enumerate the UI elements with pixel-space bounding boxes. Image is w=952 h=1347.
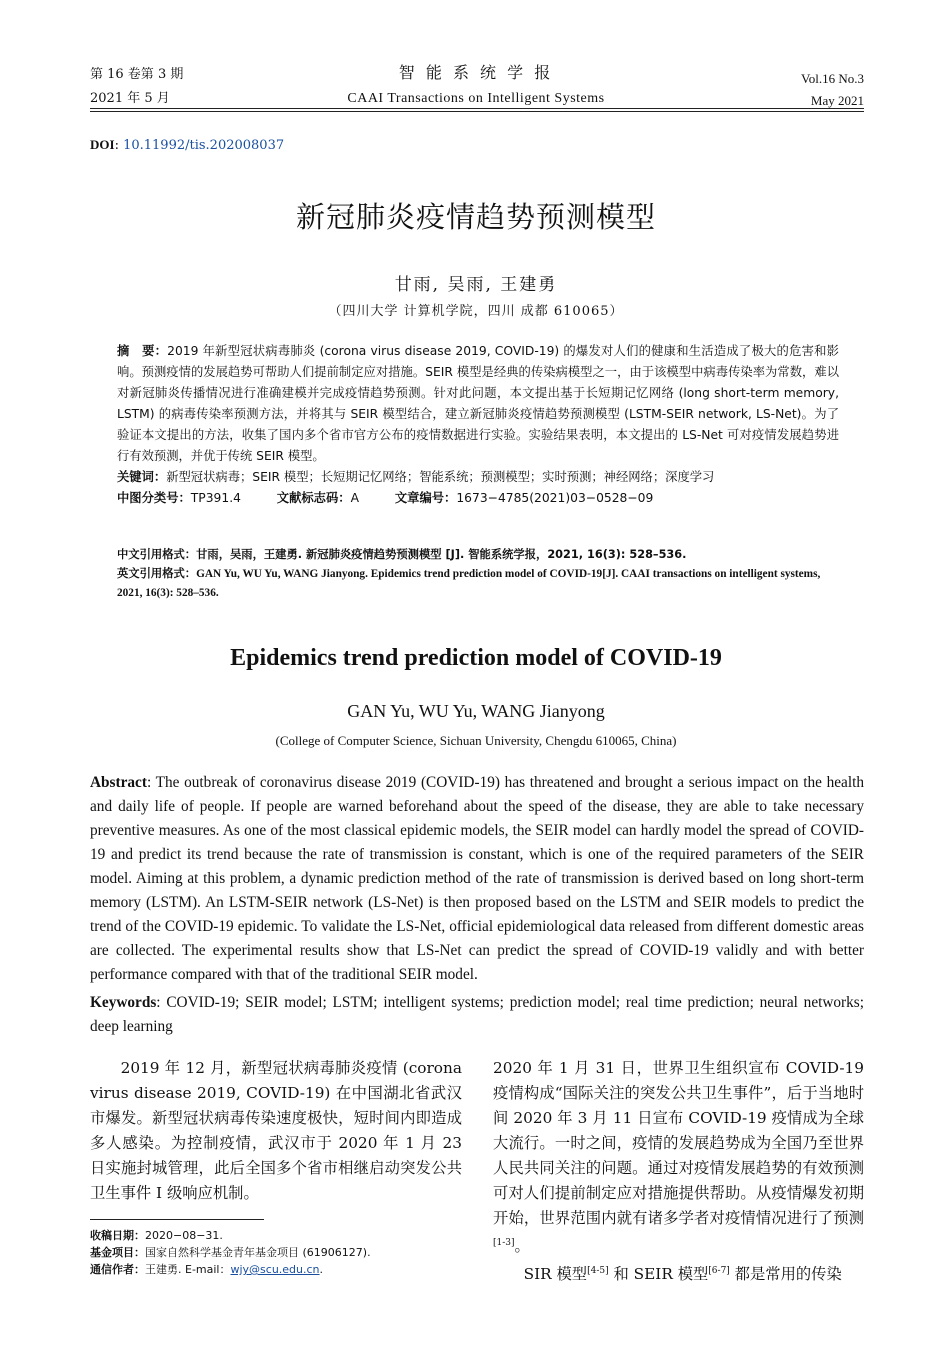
body-text: 2020 年 1 月 31 日，世界卫生组织宣布 COVID-19 疫情构成“国际关注的突发公共卫生事件”，后于当地时间 2020 年 3 月 11 日宣布 COVID-19 疫情成为全球大流行。一时之间，疫情的发展趋势成为全国乃至世界人民共同关注的问题。通过对疫情发展趋势的有效预测可对人们提前制定应对措施提供帮助。从疫情爆发初期开始，世界范围内就有诸多学者对疫情情况进行了预测 [493,1059,864,1227]
received-value: 2020−08−31. [145,1229,223,1242]
corr-email-link[interactable]: wjy@scu.edu.cn [230,1263,320,1276]
body-column-right [493,1056,864,1287]
article-no-value: 1673−4785(2021)03−0528−09 [456,491,654,505]
citation-en-label: 英文引用格式： [117,567,197,580]
body-paragraph: 2019 年 12 月，新型冠状病毒肺炎疫情 (corona virus disease 2019, COVID-19) 在中国湖北省武汉市爆发。新型冠状病毒传染速度极快，短时间内即造成多人感染。为控制疫情，武汉市于 2020 年 1 月 23 日实施封城管理，此后全国多个省市相继启动突发公共卫生事件 Ⅰ 级响应机制。 [90,1059,462,1202]
abstract-cn-text: 2019 年新型冠状病毒肺炎 (corona virus disease 2019, COVID-19) 的爆发对人们的健康和生活造成了极大的危害和影响。预测疫情的发展趋势可帮助人们提前制定应对措施。SEIR 模型是经典的传染病模型之一，由于该模型中病毒传染率为常数，难以对新冠肺炎传播情况进行准确建模并完成疫情趋势预测。针对此问题，本文提出基于长短期记忆网络 (long short-term memory, LSTM) 的病毒传染率预测方法，并将其与 SEIR 模型结合，建立新冠肺炎疫情趋势预测模型 (LSTM-SEIR network, LS-Net)。为了验证本文提出的方法，收集了国内多个省市官方公布的疫情数据进行实验。实验结果表明，本文提出的 LS-Net 可对疫情发展趋势进行有效预测，并优于传统 SEIR 模型。 [117,344,839,463]
citation-en [117,564,839,603]
body-text: 。 [514,1237,530,1256]
header-volume-en: Vol.16 No.3 [801,71,864,86]
body-paragraph [493,1056,864,1259]
paper-title-en: Epidemics trend prediction model of COVID-19 [230,645,722,671]
header-rule-bottom [90,111,864,112]
citation-cn-label: 中文引用格式： [117,548,197,561]
corr-end: . [319,1263,324,1276]
citation-ref[interactable]: [1-3] [493,1238,515,1248]
keywords-cn-text: 新型冠状病毒；SEIR 模型；长短期记忆网络；智能系统；预测模型；实时预测；神经网络；深度学习 [166,470,715,484]
citation-ref[interactable]: [4-5] [587,1266,609,1277]
paper-title-cn: 新冠肺炎疫情趋势预测模型 [295,200,656,234]
body-text: 都是常用的传染 [729,1265,842,1284]
abstract-cn-label: 摘 要： [117,344,168,358]
keywords-cn-label: 关键词： [117,470,167,484]
authors-cn: 甘雨, 吴雨, 王建勇 [394,275,558,295]
body-column-left [90,1056,462,1206]
body-paragraph [493,1259,864,1287]
footnote-corresponding [90,1261,470,1278]
citation-cn [117,545,839,564]
header-date-en: May 2021 [810,93,864,108]
journal-name-cn: 智 能 系 统 学 报 [398,63,554,82]
keywords-en-text: : COVID-19; SEIR model; LSTM; intelligent systems; prediction model; real time prediction; neural networks; deep learning [90,994,864,1035]
abstract-cn-body [117,341,839,467]
keywords-en [90,991,864,1039]
keywords-en-label: Keywords [90,994,157,1011]
header-rule-top [90,108,864,109]
citation-en-text: GAN Yu, WU Yu, WANG Jianyong. Epidemics trend prediction model of COVID-19[J]. CAAI transactions on intelligent systems, 2021, 16(3): 528–536. [117,568,821,599]
doi-link[interactable]: 10.11992/tis.202008037 [123,138,285,153]
citation-block [117,545,839,603]
footnotes [90,1227,470,1278]
header-date-cn: 2021 年 5 月 [90,91,170,106]
keywords-cn [117,467,839,488]
abstract-en-text: : The outbreak of coronavirus disease 2019 (COVID-19) has threatened and brought a serious impact on the health and daily life of people. If people are warned beforehand about the speed of the disease, they are able to take necessary preventive measures. As one of the most classical epidemic models, the SEIR model can hardly model the spread of COVID-19 and predict its trend because the rate of transmission is constant, which is one of the required parameters of the SEIR model. Aiming at this problem, a dynamic prediction method of the rate of transmission is derived based on long short-term memory (LSTM). An LSTM-SEIR network (LS-Net) is then proposed based on the LSTM and SEIR models to predict the trend of the COVID-19 epidemic. To validate the LS-Net, official epidemiological data released from different domestic areas are collected. The experimental results show that LS-Net can predict the spread of COVID-19 validly and with better performance compared with that of the traditional SEIR model. [90,774,864,983]
body-text: SIR 模型 [523,1265,588,1284]
corr-label: 通信作者： [90,1263,145,1276]
citation-ref[interactable]: [6-7] [708,1266,730,1277]
corr-value: 王建勇. E-mail： [145,1263,231,1276]
body-text: 和 SEIR 模型 [608,1265,709,1284]
doc-code-value: A [350,491,359,505]
article-no-label: 文章编号： [394,491,457,505]
citation-cn-text: 甘雨，吴雨，王建勇. 新冠肺炎疫情趋势预测模型 [J]. 智能系统学报，2021, 16(3): 528–536. [196,548,687,561]
doi-label: DOI [90,137,115,152]
clc-value: TP391.4 [190,491,241,505]
doc-code-label: 文献标志码： [276,491,351,505]
affiliation-cn: （四川大学 计算机学院，四川 成都 610065） [328,304,624,319]
fund-value: 国家自然科学基金青年基金项目 (61906127). [145,1246,371,1259]
received-label: 收稿日期： [90,1229,145,1242]
abstract-en-label: Abstract [90,774,147,791]
clc-label: 中图分类号： [117,491,191,505]
fund-label: 基金项目： [90,1246,145,1259]
journal-name-en: CAAI Transactions on Intelligent Systems [347,91,605,106]
footnote-fund [90,1244,470,1261]
header-volume-issue: 第 16 卷第 3 期 [90,67,184,82]
doi: DOI: 10.11992/tis.202008037 [90,137,285,153]
classification-line [117,488,839,509]
authors-en: GAN Yu, WU Yu, WANG Jianyong [347,701,605,721]
footnote-received [90,1227,470,1244]
abstract-cn [117,341,839,509]
abstract-en [90,771,864,987]
footnote-rule [90,1219,264,1220]
affiliation-en: (College of Computer Science, Sichuan University, Chengdu 610065, China) [275,733,677,748]
